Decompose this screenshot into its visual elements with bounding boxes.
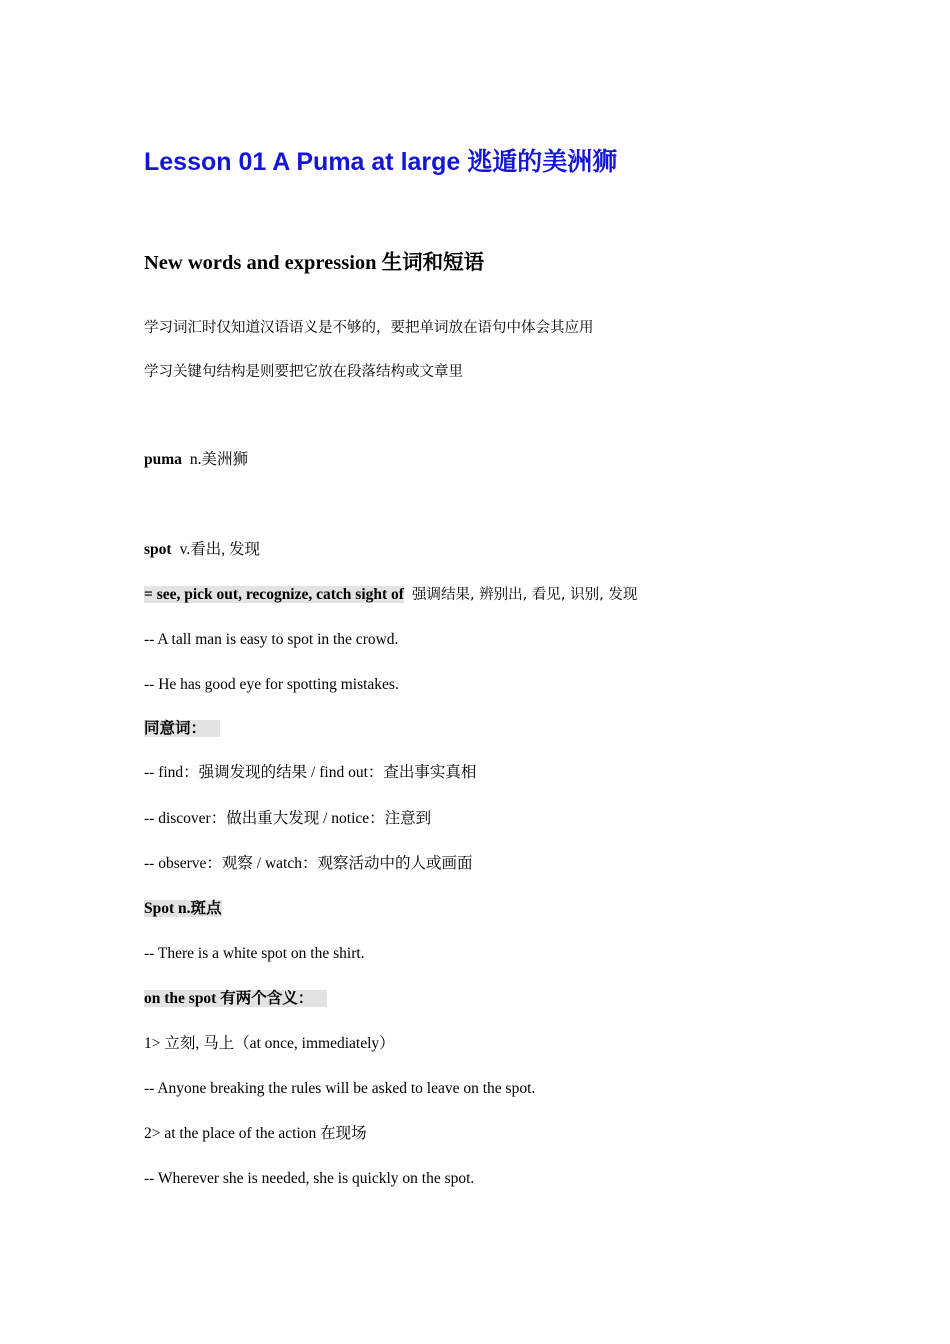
- meaning-1: 1> 立刻, 马上（at once, immediately）: [144, 1035, 395, 1052]
- intro-line-2: 学习关键句结构是则要把它放在段落结构或文章里: [144, 364, 463, 380]
- synonyms-heading-line: [144, 719, 220, 739]
- example-meaning-2: -- Wherever she is needed, she is quickly on the spot.: [144, 1170, 475, 1187]
- equivalents-phrase: = see, pick out, recognize, catch sight of: [144, 586, 404, 603]
- synonym-line-1: -- find：强调发现的结果 / find out：查出事实真相: [144, 764, 477, 781]
- equivalents-note: 强调结果, 辨别出, 看见, 识别, 发现: [411, 587, 638, 603]
- entry-spot-def: v.看出, 发现: [179, 541, 260, 558]
- example-spot-2: -- He has good eye for spotting mistakes.: [144, 676, 399, 693]
- on-the-spot-line: [144, 989, 327, 1009]
- example-meaning-1: -- Anyone breaking the rules will be asked to leave on the spot.: [144, 1080, 536, 1097]
- synonym-line-3: -- observe：观察 / watch：观察活动中的人或画面: [144, 855, 473, 872]
- synonym-line-2: -- discover：做出重大发现 / notice：注意到: [144, 810, 432, 827]
- spot-noun-heading: Spot n.斑点: [144, 900, 222, 917]
- synonyms-heading: 同意词：: [144, 720, 220, 737]
- equivalents-line: [144, 585, 637, 605]
- entry-puma-def: n.美洲狮: [189, 451, 249, 468]
- on-the-spot-heading: on the spot 有两个含义：: [144, 990, 327, 1007]
- entry-spot-word: spot: [144, 541, 172, 558]
- intro-line-1: 学习词汇时仅知道汉语语义是不够的，要把单词放在语句中体会其应用: [144, 320, 594, 336]
- section-heading: New words and expression 生词和短语: [144, 252, 485, 274]
- meaning-2: 2> at the place of the action 在现场: [144, 1125, 367, 1142]
- spot-noun-line: [144, 899, 222, 919]
- entry-puma-word: puma: [144, 451, 182, 468]
- example-noun: -- There is a white spot on the shirt.: [144, 945, 365, 962]
- lesson-title: Lesson 01 A Puma at large 逃遁的美洲狮: [144, 148, 618, 176]
- entry-spot: [144, 540, 260, 560]
- entry-puma: [144, 450, 248, 470]
- example-spot-1: -- A tall man is easy to spot in the crowd.: [144, 631, 399, 648]
